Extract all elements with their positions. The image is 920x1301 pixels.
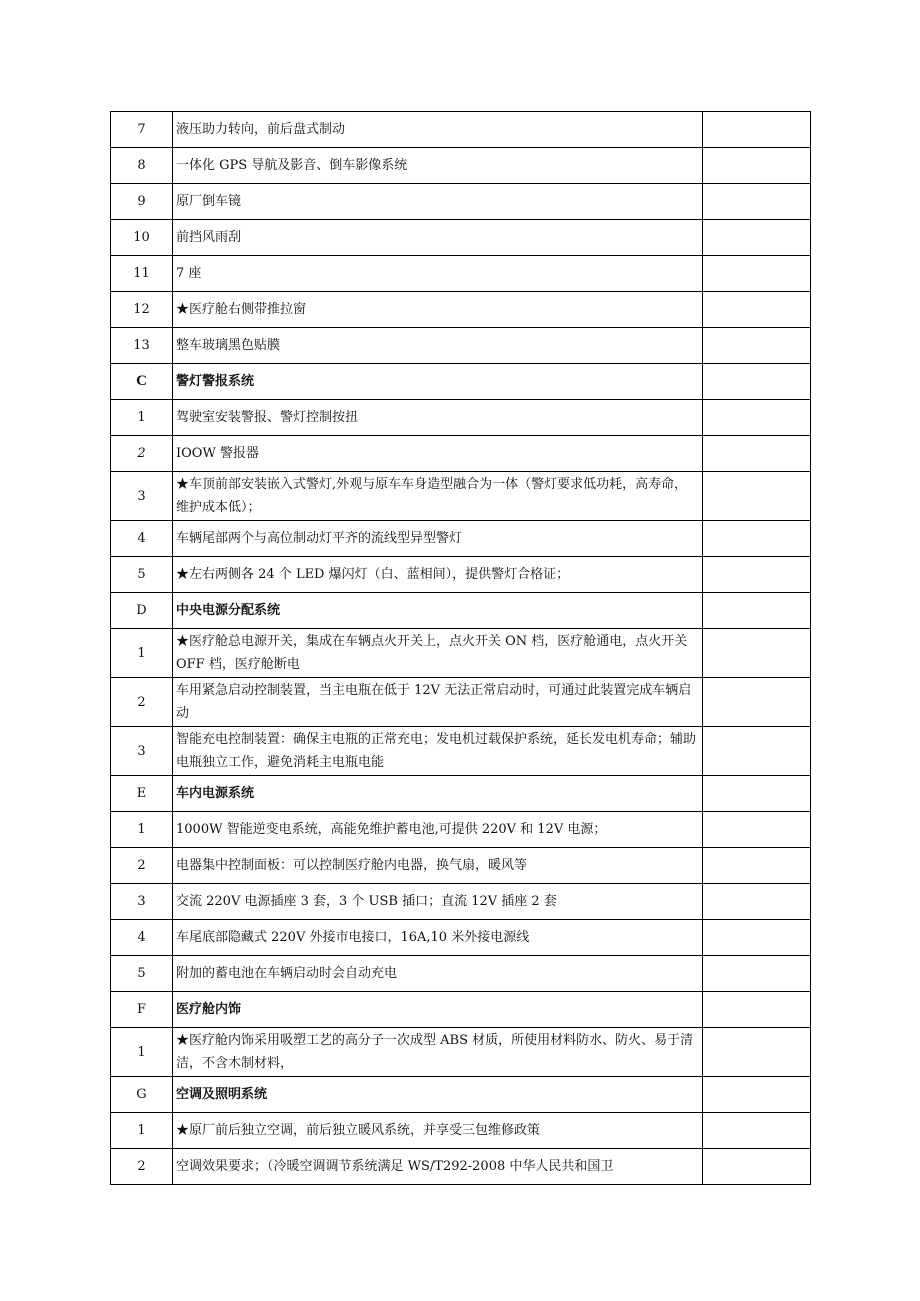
row-description: 原厂倒车镜 <box>173 184 703 220</box>
row-remark-cell <box>703 184 811 220</box>
row-description: 电器集中控制面板：可以控制医疗舱内电器，换气扇，暖风等 <box>173 848 703 884</box>
table-row <box>111 1149 811 1185</box>
row-number: 3 <box>111 472 173 521</box>
row-description: 附加的蓄电池在车辆启动时会自动充电 <box>173 956 703 992</box>
section-letter: E <box>111 776 173 812</box>
table-row <box>111 812 811 848</box>
section-title: 医疗舱内饰 <box>173 992 703 1028</box>
row-remark-cell <box>703 557 811 593</box>
row-description: 车尾底部隐藏式 220V 外接市电接口，16A,10 米外接电源线 <box>173 920 703 956</box>
row-remark-cell <box>703 727 811 776</box>
row-description: 整车玻璃黑色贴膜 <box>173 328 703 364</box>
section-title: 警灯警报系统 <box>173 364 703 400</box>
row-description: 驾驶室安装警报、警灯控制按扭 <box>173 400 703 436</box>
row-remark-cell <box>703 992 811 1028</box>
row-description: 交流 220V 电源插座 3 套，3 个 USB 插口；直流 12V 插座 2 套 <box>173 884 703 920</box>
row-remark-cell <box>703 436 811 472</box>
row-remark-cell <box>703 220 811 256</box>
section-title: 中央电源分配系统 <box>173 593 703 629</box>
row-remark-cell <box>703 148 811 184</box>
table-row <box>111 220 811 256</box>
table-row <box>111 112 811 148</box>
section-row <box>111 776 811 812</box>
row-number: 2 <box>111 848 173 884</box>
table-row <box>111 292 811 328</box>
row-remark-cell <box>703 521 811 557</box>
row-number: 10 <box>111 220 173 256</box>
row-number: 5 <box>111 557 173 593</box>
section-letter: G <box>111 1077 173 1113</box>
table-row <box>111 557 811 593</box>
table-row <box>111 328 811 364</box>
row-number: 2 <box>111 436 173 472</box>
row-description: IOOW 警报器 <box>173 436 703 472</box>
row-remark-cell <box>703 400 811 436</box>
row-description: ★左右两侧各 24 个 LED 爆闪灯（白、蓝相间），提供警灯合格证； <box>173 557 703 593</box>
row-number: 11 <box>111 256 173 292</box>
row-number: 5 <box>111 956 173 992</box>
row-remark-cell <box>703 256 811 292</box>
section-title: 空调及照明系统 <box>173 1077 703 1113</box>
row-description: ★医疗舱总电源开关，集成在车辆点火开关上，点火开关 ON 档，医疗舱通电，点火开关 OFF 档，医疗舱断电 <box>173 629 703 678</box>
section-letter: C <box>111 364 173 400</box>
row-description: 前挡风雨刮 <box>173 220 703 256</box>
row-number: 1 <box>111 812 173 848</box>
row-number: 2 <box>111 678 173 727</box>
table-row <box>111 727 811 776</box>
section-row <box>111 1077 811 1113</box>
table-row <box>111 521 811 557</box>
table-row <box>111 148 811 184</box>
row-remark-cell <box>703 629 811 678</box>
table-row <box>111 1028 811 1077</box>
table-row <box>111 436 811 472</box>
section-row <box>111 992 811 1028</box>
row-number: 13 <box>111 328 173 364</box>
row-remark-cell <box>703 678 811 727</box>
table-row <box>111 1113 811 1149</box>
row-description: ★医疗舱内饰采用吸塑工艺的高分子一次成型 ABS 材质，所使用材料防水、防火、易于清洁，不含木制材料， <box>173 1028 703 1077</box>
row-number: 4 <box>111 521 173 557</box>
section-row <box>111 593 811 629</box>
row-description: 车辆尾部两个与高位制动灯平齐的流线型异型警灯 <box>173 521 703 557</box>
row-remark-cell <box>703 812 811 848</box>
row-description: ★原厂前后独立空调，前后独立暖风系统，并享受三包维修政策 <box>173 1113 703 1149</box>
row-remark-cell <box>703 776 811 812</box>
row-remark-cell <box>703 472 811 521</box>
row-number: 9 <box>111 184 173 220</box>
row-remark-cell <box>703 884 811 920</box>
row-description: 智能充电控制装置：确保主电瓶的正常充电；发电机过载保护系统，延长发电机寿命；辅助电瓶独立工作，避免消耗主电瓶电能 <box>173 727 703 776</box>
table-row <box>111 678 811 727</box>
row-number: 4 <box>111 920 173 956</box>
row-number: 7 <box>111 112 173 148</box>
row-remark-cell <box>703 848 811 884</box>
row-remark-cell <box>703 1028 811 1077</box>
section-letter: F <box>111 992 173 1028</box>
row-remark-cell <box>703 1077 811 1113</box>
row-remark-cell <box>703 593 811 629</box>
row-remark-cell <box>703 1149 811 1185</box>
row-remark-cell <box>703 292 811 328</box>
row-remark-cell <box>703 112 811 148</box>
row-description: ★医疗舱右侧带推拉窗 <box>173 292 703 328</box>
row-number: 1 <box>111 400 173 436</box>
row-number: 3 <box>111 727 173 776</box>
table-row <box>111 956 811 992</box>
section-letter: D <box>111 593 173 629</box>
row-description: ★车顶前部安装嵌入式警灯,外观与原车车身造型融合为一体（警灯要求低功耗，高寿命，维护成本低）； <box>173 472 703 521</box>
table-row <box>111 920 811 956</box>
row-remark-cell <box>703 1113 811 1149</box>
row-description: 1000W 智能逆变电系统，高能免维护蓄电池,可提供 220V 和 12V 电源； <box>173 812 703 848</box>
table-row <box>111 884 811 920</box>
row-number: 3 <box>111 884 173 920</box>
table-row <box>111 400 811 436</box>
row-remark-cell <box>703 956 811 992</box>
section-row <box>111 364 811 400</box>
row-description: 空调效果要求；（冷暖空调调节系统满足 WS/T292-2008 中华人民共和国卫 <box>173 1149 703 1185</box>
row-number: 12 <box>111 292 173 328</box>
table-row <box>111 256 811 292</box>
row-description: 液压助力转向，前后盘式制动 <box>173 112 703 148</box>
row-remark-cell <box>703 364 811 400</box>
table-row <box>111 184 811 220</box>
row-remark-cell <box>703 920 811 956</box>
row-number: 1 <box>111 1028 173 1077</box>
spec-table <box>110 111 811 1185</box>
row-number: 1 <box>111 629 173 678</box>
row-number: 8 <box>111 148 173 184</box>
row-number: 2 <box>111 1149 173 1185</box>
row-description: 一体化 GPS 导航及影音、倒车影像系统 <box>173 148 703 184</box>
table-row <box>111 848 811 884</box>
row-description: 7 座 <box>173 256 703 292</box>
table-row <box>111 629 811 678</box>
section-title: 车内电源系统 <box>173 776 703 812</box>
row-number: 1 <box>111 1113 173 1149</box>
row-remark-cell <box>703 328 811 364</box>
table-row <box>111 472 811 521</box>
row-description: 车用紧急启动控制装置，当主电瓶在低于 12V 无法正常启动时，可通过此装置完成车辆启动 <box>173 678 703 727</box>
